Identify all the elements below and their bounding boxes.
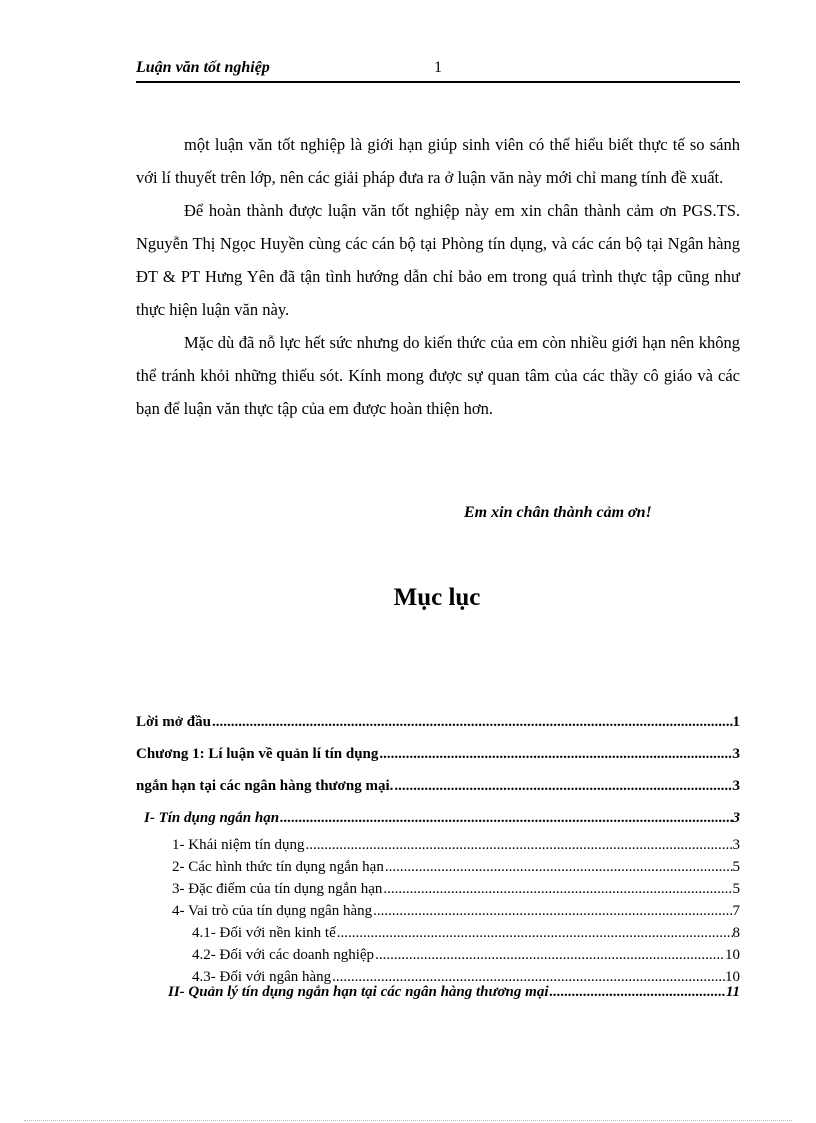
toc-entry-page: 3 <box>732 778 740 794</box>
toc-entry-page: 3 <box>732 746 740 762</box>
toc-leader-dots <box>549 984 726 1001</box>
toc-entry-page: 1 <box>732 714 740 730</box>
toc-entry[interactable] <box>136 778 740 795</box>
toc-entry-label: Chương 1: Lí luận về quản lí tín dụng <box>136 746 379 762</box>
toc-entry-page: 11 <box>725 984 740 1000</box>
toc-leader-dots <box>374 947 725 964</box>
footer-divider <box>24 1120 792 1121</box>
toc-title: Mục lục <box>393 584 481 611</box>
toc-leader-dots <box>304 837 732 854</box>
toc-entry[interactable] <box>136 746 740 763</box>
toc-entry-page: 8 <box>732 925 740 941</box>
header-title: Luận văn tốt nghiệp <box>136 59 270 76</box>
toc-entry-label: 4.1- Đối với nền kinh tế <box>192 925 336 941</box>
toc-entry-label: 2- Các hình thức tín dụng ngắn hạn <box>172 859 384 875</box>
toc-entry[interactable] <box>192 947 740 964</box>
toc-entry-label: I- Tín dụng ngắn hạn <box>144 810 280 826</box>
toc-entry-label: 3- Đặc điểm của tín dụng ngắn hạn <box>172 881 383 897</box>
page-header <box>136 57 740 83</box>
toc-entry-page: 3 <box>732 810 740 826</box>
toc-leader-dots <box>372 903 732 920</box>
toc-entry[interactable] <box>144 810 740 827</box>
toc-entry-label: ngắn hạn tại các ngân hàng thương mại. <box>136 778 394 794</box>
header-page-number: 1 <box>434 59 442 76</box>
toc-entry-label: Lời mở đầu <box>136 714 211 730</box>
paragraph-1: một luận văn tốt nghiệp là giới hạn giúp sinh viên có thể hiểu biết thực tế so sánh với lí thuyết trên lớp, nên các giải pháp đưa ra ở luận văn này mới chỉ mang tính đề xuất. <box>136 135 740 187</box>
toc-entry-page: 7 <box>732 903 740 919</box>
toc-leader-dots <box>211 714 733 731</box>
toc-entry-label: II- Quản lý tín dụng ngắn hạn tại các ngân hàng thương mại <box>168 984 549 1000</box>
paragraph-3: Mặc dù đã nỗ lực hết sức nhưng do kiến thức của em còn nhiều giới hạn nên không thể tránh khỏi những thiếu sót. Kính mong được sự quan tâm của các thầy cô giáo và các bạn để luận văn thực tập của em được hoàn thiện hơn. <box>136 333 740 418</box>
toc-entry-page: 5 <box>732 881 740 897</box>
paragraph-2: Để hoàn thành được luận văn tốt nghiệp này em xin chân thành cảm ơn PGS.TS. Nguyễn Thị Ngọc Huyền cùng các cán bộ tại Phòng tín dụng, và các cán bộ tại Ngân hàng ĐT & PT Hưng Yên đã tận tình hướng dẫn chỉ bảo em trong quá trình thực tập cũng như thực hiện luận văn này. <box>136 201 740 319</box>
toc-entry-page: 3 <box>732 837 740 853</box>
toc-entry-page: 10 <box>725 947 740 963</box>
toc-entry-label: 4.3- Đối với ngân hàng <box>192 969 332 985</box>
toc-leader-dots <box>393 778 732 795</box>
toc-entry-page: 10 <box>725 969 740 985</box>
toc-entry[interactable] <box>172 881 740 898</box>
toc-entry[interactable] <box>172 859 740 876</box>
toc-entry[interactable] <box>172 903 740 920</box>
body-text <box>136 128 740 425</box>
toc-leader-dots <box>378 746 732 763</box>
toc-entry-label: 4.2- Đối với các doanh nghiệp <box>192 947 375 963</box>
toc-entry[interactable] <box>172 837 740 854</box>
toc-entry[interactable] <box>192 925 740 942</box>
toc-entry[interactable] <box>168 984 740 1001</box>
toc-entry-label: 1- Khái niệm tín dụng <box>172 837 305 853</box>
thanks-line: Em xin chân thành cảm ơn! <box>464 504 652 521</box>
toc-entry[interactable] <box>136 714 740 731</box>
toc-leader-dots <box>382 881 732 898</box>
toc-leader-dots <box>384 859 733 876</box>
toc-leader-dots <box>279 810 732 827</box>
toc-entry-page: 5 <box>732 859 740 875</box>
toc-leader-dots <box>336 925 733 942</box>
toc-entry-label: 4- Vai trò của tín dụng ngân hàng <box>172 903 373 919</box>
